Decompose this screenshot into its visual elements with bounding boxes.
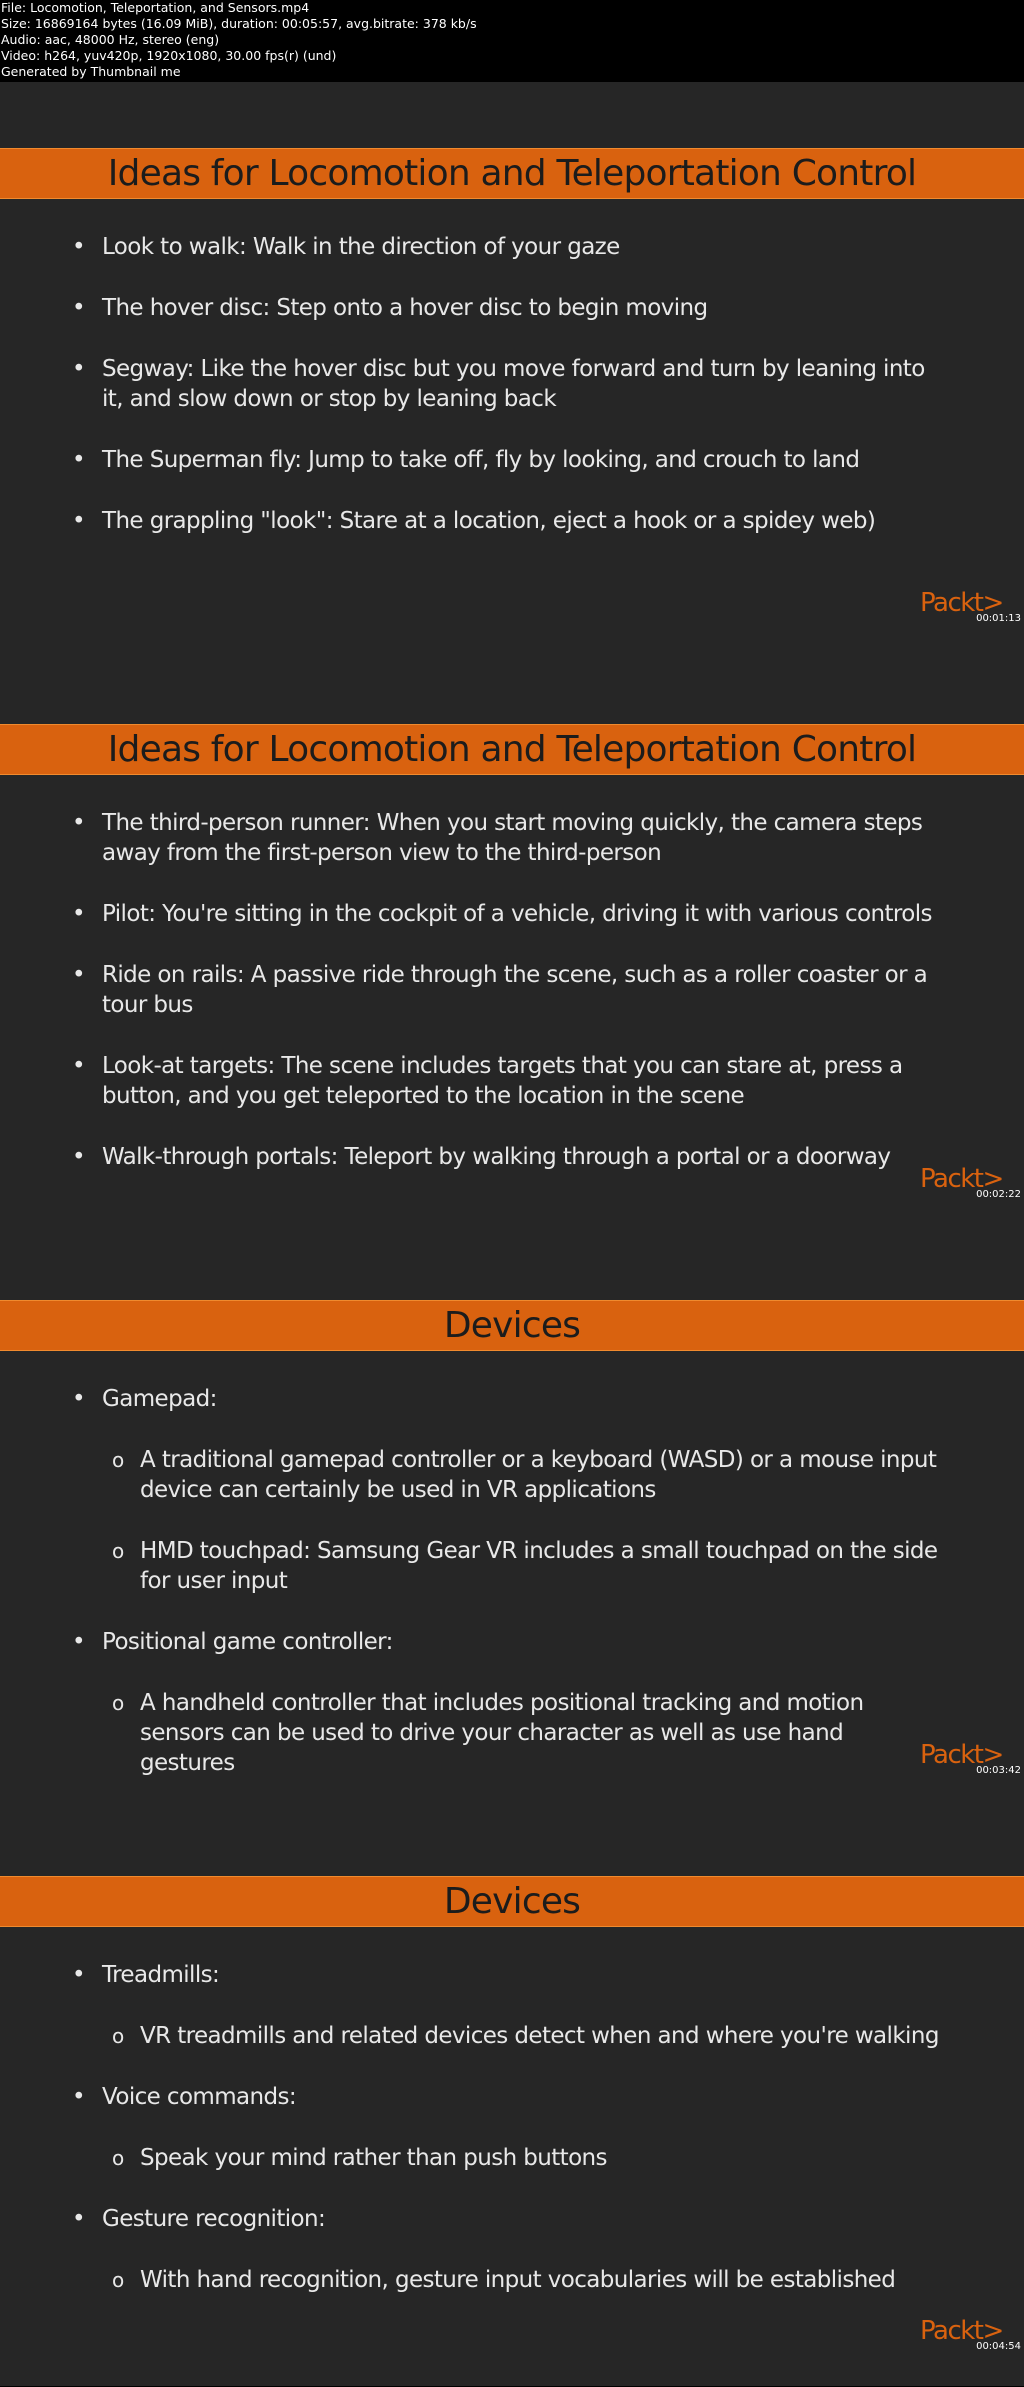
bullet-dot-icon: • xyxy=(72,810,85,836)
frame-timestamp: 00:01:13 xyxy=(976,613,1021,624)
bullet-item: • Gesture recognition: xyxy=(72,2206,326,2232)
bullet-dot-icon: • xyxy=(72,1962,85,1988)
bullet-item: • Positional game controller: xyxy=(72,1629,393,1655)
bullet-dot-icon: • xyxy=(72,901,85,927)
bullet-dot-icon: • xyxy=(72,962,85,988)
circle-bullet-icon: o xyxy=(112,2268,124,2292)
bullet-item: • Gamepad: xyxy=(72,1386,217,1412)
slide-content xyxy=(0,808,1024,1203)
circle-bullet-icon: o xyxy=(112,1691,124,1715)
bullet-item: • The grappling "look": Stare at a location, eject a hook or a spidey web) xyxy=(72,508,876,534)
video-frame-4 xyxy=(0,1810,1024,2386)
sub-bullet-item: o With hand recognition, gesture input vocabularies will be established xyxy=(112,2267,896,2293)
sub-bullet-item: o A traditional gamepad controller or a keyboard (WASD) or a mouse input device can certainly be used in VR applications xyxy=(112,1447,937,1503)
video-frame-1 xyxy=(0,82,1024,658)
slide-title-bar xyxy=(0,724,1024,775)
circle-bullet-icon: o xyxy=(112,1539,124,1563)
bullet-dot-icon: • xyxy=(72,356,85,382)
bullet-item: • Treadmills: xyxy=(72,1962,220,1988)
sub-bullet-item: o A handheld controller that includes positional tracking and motion sensors can be used to drive your character as well as use hand gestures xyxy=(112,1690,864,1776)
packt-logo: Packt> xyxy=(920,1740,1003,1770)
packt-logo: Packt> xyxy=(920,588,1003,618)
slide-title: Devices xyxy=(443,1880,581,1922)
bullet-item: • Segway: Like the hover disc but you move forward and turn by leaning into it, and slow down or stop by leaning back xyxy=(72,356,925,412)
bullet-item: • Voice commands: xyxy=(72,2084,297,2110)
bullet-dot-icon: • xyxy=(72,1629,85,1655)
bullet-dot-icon: • xyxy=(72,295,85,321)
bullet-item: • Look-at targets: The scene includes targets that you can stare at, press a button, and you get teleported to the location in the scene xyxy=(72,1053,903,1109)
slide-title-bar xyxy=(0,148,1024,199)
bullet-item: • Walk-through portals: Teleport by walking through a portal or a doorway xyxy=(72,1144,891,1170)
slide-content xyxy=(0,1384,1024,1809)
bullet-dot-icon: • xyxy=(72,2084,85,2110)
circle-bullet-icon: o xyxy=(112,2146,124,2170)
bullet-item: • Look to walk: Walk in the direction of your gaze xyxy=(72,234,620,260)
frame-timestamp: 00:04:54 xyxy=(976,2341,1021,2352)
bullet-item: • Pilot: You're sitting in the cockpit of a vehicle, driving it with various controls xyxy=(72,901,932,927)
bullet-item: • The third-person runner: When you start moving quickly, the camera steps away from the first-person view to the third-person xyxy=(72,810,923,866)
video-file-name: File: Locomotion, Teleportation, and Sensors.mp4 xyxy=(1,0,310,15)
sub-bullet-item: o Speak your mind rather than push buttons xyxy=(112,2145,607,2171)
frame-timestamp: 00:03:42 xyxy=(976,1765,1021,1776)
slide-title: Ideas for Locomotion and Teleportation Control xyxy=(107,728,917,770)
video-size-info: Size: 16869164 bytes (16.09 MiB), duration: 00:05:57, avg.bitrate: 378 kb/s xyxy=(1,16,477,31)
video-codec-info: Video: h264, yuv420p, 1920x1080, 30.00 fps(r) (und) xyxy=(1,48,337,63)
circle-bullet-icon: o xyxy=(112,2024,124,2048)
generator-credit: Generated by Thumbnail me xyxy=(1,64,181,79)
bullet-dot-icon: • xyxy=(72,1386,85,1412)
packt-logo: Packt> xyxy=(920,2316,1003,2346)
bullet-dot-icon: • xyxy=(72,447,85,473)
slide-content xyxy=(0,1960,1024,2326)
bullet-item: • Ride on rails: A passive ride through the scene, such as a roller coaster or a tour bus xyxy=(72,962,928,1018)
video-audio-info: Audio: aac, 48000 Hz, stereo (eng) xyxy=(1,32,220,47)
bullet-item: • The Superman fly: Jump to take off, fly by looking, and crouch to land xyxy=(72,447,860,473)
circle-bullet-icon: o xyxy=(112,1448,124,1472)
sub-bullet-item: o HMD touchpad: Samsung Gear VR includes a small touchpad on the side for user input xyxy=(112,1538,938,1594)
slide-title: Ideas for Locomotion and Teleportation Control xyxy=(107,152,917,194)
slide-title-bar xyxy=(0,1876,1024,1927)
bullet-dot-icon: • xyxy=(72,1053,85,1079)
video-frame-3 xyxy=(0,1234,1024,1810)
slide-content xyxy=(0,232,1024,567)
slide-title-bar xyxy=(0,1300,1024,1351)
video-info-header xyxy=(0,0,1024,82)
sub-bullet-item: o VR treadmills and related devices detect when and where you're walking xyxy=(112,2023,939,2049)
bullet-item: • The hover disc: Step onto a hover disc to begin moving xyxy=(72,295,708,321)
bullet-dot-icon: • xyxy=(72,234,85,260)
slide-title: Devices xyxy=(443,1304,581,1346)
packt-logo: Packt> xyxy=(920,1164,1003,1194)
bullet-dot-icon: • xyxy=(72,2206,85,2232)
bullet-dot-icon: • xyxy=(72,1144,85,1170)
video-frame-2 xyxy=(0,658,1024,1234)
frame-timestamp: 00:02:22 xyxy=(976,1189,1021,1200)
bullet-dot-icon: • xyxy=(72,508,85,534)
